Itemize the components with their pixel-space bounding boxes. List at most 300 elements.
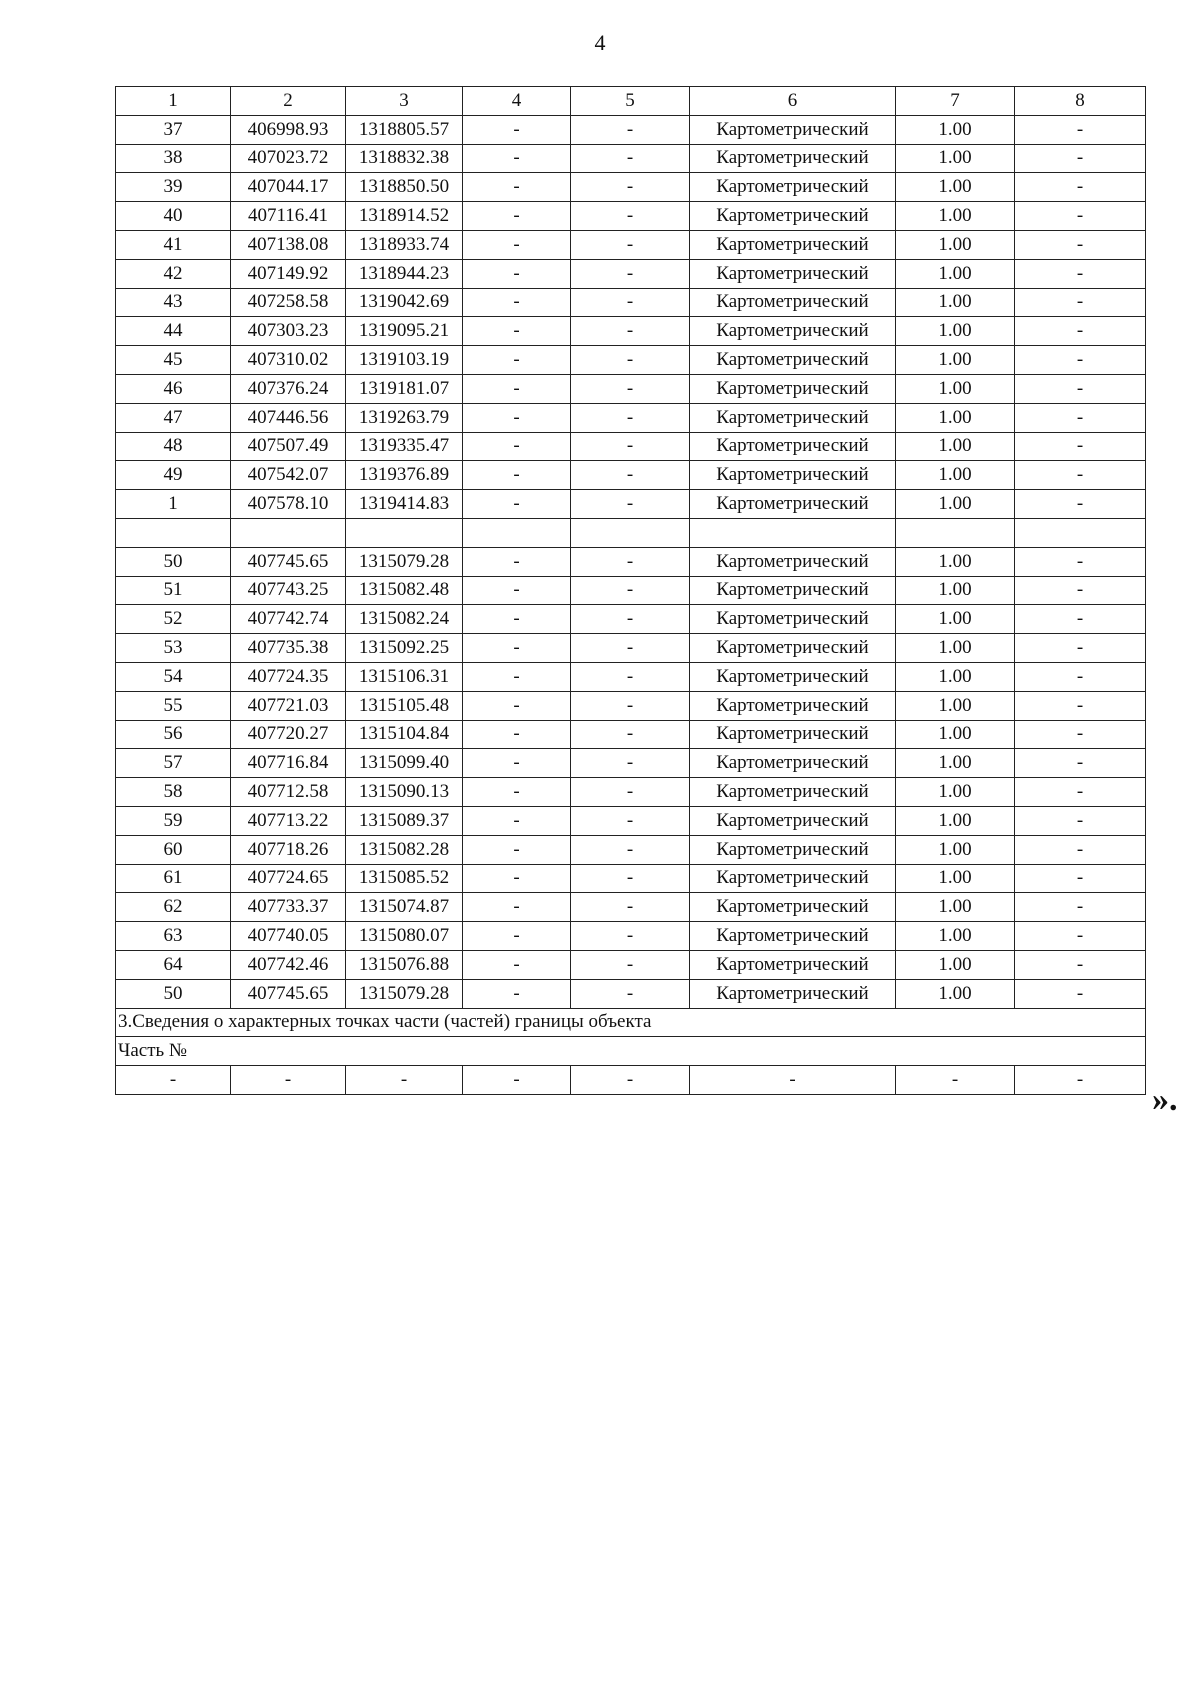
cell-col-4: - (463, 346, 571, 375)
table-row (116, 547, 1146, 576)
cell-col-4: - (463, 806, 571, 835)
cell-x-coordinate: 407724.65 (231, 864, 346, 893)
cell-method: Картометрический (690, 461, 896, 490)
cell-method: Картометрический (690, 317, 896, 346)
cell-point-number: 44 (116, 317, 231, 346)
cell-col-4: - (463, 144, 571, 173)
cell-point-number: 42 (116, 259, 231, 288)
cell-col-5: 5 (571, 87, 690, 116)
section-title-row (116, 1008, 1146, 1037)
cell-col-4: - (463, 662, 571, 691)
cell-col-4: - (463, 547, 571, 576)
cell-col-5: - (571, 893, 690, 922)
cell-accuracy: 1.00 (896, 835, 1015, 864)
cell-x-coordinate: 407742.46 (231, 950, 346, 979)
cell-accuracy: 1.00 (896, 778, 1015, 807)
table-row (116, 922, 1146, 951)
cell-col-8: - (1015, 662, 1146, 691)
table-row (116, 806, 1146, 835)
cell-y-coordinate: 1318850.50 (346, 173, 463, 202)
cell-col-4: - (463, 374, 571, 403)
cell-col-5: - (571, 662, 690, 691)
cell-method: Картометрический (690, 173, 896, 202)
cell-col-8: - (1015, 461, 1146, 490)
cell-col-5: - (571, 634, 690, 663)
cell-col-8: - (1015, 144, 1146, 173)
cell-method: Картометрический (690, 202, 896, 231)
table-row (116, 720, 1146, 749)
cell-col-4: - (463, 202, 571, 231)
cell-accuracy: 1.00 (896, 864, 1015, 893)
cell-x-coordinate: 407740.05 (231, 922, 346, 951)
cell-method: - (690, 1066, 896, 1095)
cell-y-coordinate: - (346, 1066, 463, 1095)
cell-col-5: - (571, 922, 690, 951)
table-row (116, 374, 1146, 403)
cell-x-coordinate: 407376.24 (231, 374, 346, 403)
table-row (116, 605, 1146, 634)
cell-point-number: 60 (116, 835, 231, 864)
table-row (116, 461, 1146, 490)
cell-point-number: 46 (116, 374, 231, 403)
cell-method: Картометрический (690, 259, 896, 288)
cell-y-coordinate: 1315076.88 (346, 950, 463, 979)
cell-col-8: - (1015, 778, 1146, 807)
cell-method: Картометрический (690, 547, 896, 576)
cell-method: Картометрический (690, 806, 896, 835)
cell-point-number: 64 (116, 950, 231, 979)
table-row (116, 288, 1146, 317)
cell-col-8: - (1015, 605, 1146, 634)
cell-method: Картометрический (690, 691, 896, 720)
empty-cell (231, 518, 346, 547)
cell-col-5: - (571, 403, 690, 432)
table-row (116, 778, 1146, 807)
table-row (116, 835, 1146, 864)
cell-col-8: - (1015, 806, 1146, 835)
part-number-row (116, 1037, 1146, 1066)
cell-y-coordinate: 1318805.57 (346, 115, 463, 144)
cell-method: Картометрический (690, 374, 896, 403)
empty-cell (346, 518, 463, 547)
cell-x-coordinate: 407149.92 (231, 259, 346, 288)
cell-y-coordinate: 1318944.23 (346, 259, 463, 288)
cell-method: Картометрический (690, 634, 896, 663)
cell-x-coordinate: 407718.26 (231, 835, 346, 864)
cell-point-number: 1 (116, 87, 231, 116)
cell-col-8: - (1015, 374, 1146, 403)
cell-col-5: - (571, 547, 690, 576)
cell-col-5: - (571, 144, 690, 173)
cell-y-coordinate: 1319103.19 (346, 346, 463, 375)
cell-method: Картометрический (690, 778, 896, 807)
cell-col-4: - (463, 749, 571, 778)
cell-point-number: 39 (116, 173, 231, 202)
cell-point-number: 62 (116, 893, 231, 922)
table-row (116, 950, 1146, 979)
empty-part-row (116, 1066, 1146, 1095)
cell-col-8: - (1015, 230, 1146, 259)
cell-col-8: - (1015, 634, 1146, 663)
cell-col-4: - (463, 922, 571, 951)
cell-col-8: - (1015, 403, 1146, 432)
cell-col-5: - (571, 691, 690, 720)
separator-row (116, 518, 1146, 547)
cell-x-coordinate: 407742.74 (231, 605, 346, 634)
cell-col-4: - (463, 115, 571, 144)
table-body (116, 87, 1146, 1095)
cell-x-coordinate: 407724.35 (231, 662, 346, 691)
empty-cell (896, 518, 1015, 547)
cell-col-4: - (463, 259, 571, 288)
table-row (116, 202, 1146, 231)
cell-point-number: 45 (116, 346, 231, 375)
table-row (116, 662, 1146, 691)
cell-x-coordinate: 407138.08 (231, 230, 346, 259)
cell-col-4: - (463, 720, 571, 749)
cell-col-8: 8 (1015, 87, 1146, 116)
cell-accuracy: 1.00 (896, 403, 1015, 432)
cell-col-8: - (1015, 922, 1146, 951)
cell-point-number: 54 (116, 662, 231, 691)
cell-accuracy: 1.00 (896, 691, 1015, 720)
cell-x-coordinate: 407735.38 (231, 634, 346, 663)
cell-accuracy: 1.00 (896, 202, 1015, 231)
cell-method: Картометрический (690, 893, 896, 922)
cell-accuracy: 7 (896, 87, 1015, 116)
cell-point-number: 50 (116, 979, 231, 1008)
cell-col-8: - (1015, 317, 1146, 346)
cell-accuracy: 1.00 (896, 432, 1015, 461)
cell-y-coordinate: 1318832.38 (346, 144, 463, 173)
cell-point-number: 49 (116, 461, 231, 490)
cell-y-coordinate: 1315089.37 (346, 806, 463, 835)
cell-x-coordinate: 407507.49 (231, 432, 346, 461)
cell-accuracy: 1.00 (896, 662, 1015, 691)
cell-col-8: - (1015, 749, 1146, 778)
cell-col-8: - (1015, 835, 1146, 864)
cell-y-coordinate: 1315074.87 (346, 893, 463, 922)
cell-y-coordinate: 1319263.79 (346, 403, 463, 432)
cell-col-8: - (1015, 346, 1146, 375)
cell-point-number: 51 (116, 576, 231, 605)
cell-accuracy: 1.00 (896, 979, 1015, 1008)
boundary-points-table (115, 86, 1146, 1095)
cell-col-5: - (571, 461, 690, 490)
cell-method: Картометрический (690, 403, 896, 432)
empty-cell (1015, 518, 1146, 547)
cell-col-8: - (1015, 288, 1146, 317)
cell-col-8: - (1015, 173, 1146, 202)
cell-col-5: - (571, 288, 690, 317)
cell-point-number: 55 (116, 691, 231, 720)
cell-x-coordinate: 407303.23 (231, 317, 346, 346)
table-row (116, 144, 1146, 173)
cell-method: Картометрический (690, 662, 896, 691)
cell-method: Картометрический (690, 922, 896, 951)
cell-point-number: 57 (116, 749, 231, 778)
empty-cell (463, 518, 571, 547)
cell-col-4: - (463, 864, 571, 893)
cell-col-5: - (571, 576, 690, 605)
table-row (116, 691, 1146, 720)
cell-point-number: 53 (116, 634, 231, 663)
cell-accuracy: 1.00 (896, 346, 1015, 375)
cell-col-4: - (463, 950, 571, 979)
cell-x-coordinate: 407310.02 (231, 346, 346, 375)
cell-col-5: - (571, 979, 690, 1008)
cell-x-coordinate: 407716.84 (231, 749, 346, 778)
cell-accuracy: 1.00 (896, 922, 1015, 951)
cell-y-coordinate: 1315082.48 (346, 576, 463, 605)
cell-col-4: - (463, 634, 571, 663)
table-row (116, 432, 1146, 461)
cell-x-coordinate: 407721.03 (231, 691, 346, 720)
cell-y-coordinate: 1315105.48 (346, 691, 463, 720)
table-row (116, 979, 1146, 1008)
cell-accuracy: 1.00 (896, 547, 1015, 576)
cell-accuracy: 1.00 (896, 230, 1015, 259)
cell-col-4: - (463, 835, 571, 864)
cell-x-coordinate: 407044.17 (231, 173, 346, 202)
cell-y-coordinate: 1315080.07 (346, 922, 463, 951)
cell-accuracy: 1.00 (896, 461, 1015, 490)
cell-method: Картометрический (690, 749, 896, 778)
cell-col-5: - (571, 950, 690, 979)
cell-accuracy: 1.00 (896, 173, 1015, 202)
cell-col-5: - (571, 778, 690, 807)
cell-x-coordinate: 407542.07 (231, 461, 346, 490)
cell-point-number: 59 (116, 806, 231, 835)
cell-col-5: - (571, 173, 690, 202)
cell-col-5: - (571, 490, 690, 519)
cell-col-8: - (1015, 202, 1146, 231)
cell-method: Картометрический (690, 605, 896, 634)
cell-y-coordinate: 1315082.28 (346, 835, 463, 864)
cell-y-coordinate: 1315079.28 (346, 547, 463, 576)
cell-col-4: - (463, 173, 571, 202)
cell-method: Картометрический (690, 720, 896, 749)
cell-point-number: 1 (116, 490, 231, 519)
cell-accuracy: 1.00 (896, 576, 1015, 605)
cell-col-4: - (463, 288, 571, 317)
cell-point-number: 38 (116, 144, 231, 173)
cell-accuracy: 1.00 (896, 317, 1015, 346)
empty-cell (690, 518, 896, 547)
cell-col-4: - (463, 893, 571, 922)
table-row (116, 230, 1146, 259)
table-row (116, 864, 1146, 893)
cell-point-number: 61 (116, 864, 231, 893)
cell-x-coordinate: 407023.72 (231, 144, 346, 173)
cell-y-coordinate: 1315092.25 (346, 634, 463, 663)
cell-point-number: 37 (116, 115, 231, 144)
cell-y-coordinate: 1319414.83 (346, 490, 463, 519)
cell-col-5: - (571, 317, 690, 346)
cell-col-5: - (571, 749, 690, 778)
cell-col-4: - (463, 461, 571, 490)
cell-col-5: - (571, 230, 690, 259)
cell-point-number: 58 (116, 778, 231, 807)
cell-point-number: 52 (116, 605, 231, 634)
cell-col-5: - (571, 864, 690, 893)
cell-x-coordinate: 2 (231, 87, 346, 116)
cell-col-8: - (1015, 576, 1146, 605)
cell-x-coordinate: 407745.65 (231, 547, 346, 576)
cell-method: Картометрический (690, 864, 896, 893)
cell-point-number: 50 (116, 547, 231, 576)
cell-accuracy: 1.00 (896, 490, 1015, 519)
cell-y-coordinate: 1315079.28 (346, 979, 463, 1008)
cell-point-number: 47 (116, 403, 231, 432)
cell-x-coordinate: 407720.27 (231, 720, 346, 749)
cell-y-coordinate: 1318933.74 (346, 230, 463, 259)
cell-method: Картометрический (690, 288, 896, 317)
cell-col-5: - (571, 202, 690, 231)
cell-accuracy: 1.00 (896, 605, 1015, 634)
cell-col-4: - (463, 490, 571, 519)
cell-col-5: - (571, 374, 690, 403)
cell-method: Картометрический (690, 115, 896, 144)
cell-y-coordinate: 1315085.52 (346, 864, 463, 893)
cell-col-5: - (571, 806, 690, 835)
cell-accuracy: 1.00 (896, 144, 1015, 173)
cell-accuracy: 1.00 (896, 893, 1015, 922)
cell-y-coordinate: 1315090.13 (346, 778, 463, 807)
part-number-row-text: Часть № (116, 1037, 1146, 1066)
cell-col-4: - (463, 778, 571, 807)
cell-method: 6 (690, 87, 896, 116)
cell-col-8: - (1015, 979, 1146, 1008)
cell-col-8: - (1015, 893, 1146, 922)
header-row (116, 87, 1146, 116)
cell-x-coordinate: 407733.37 (231, 893, 346, 922)
cell-col-5: - (571, 1066, 690, 1095)
table-row (116, 749, 1146, 778)
cell-x-coordinate: 407743.25 (231, 576, 346, 605)
cell-col-8: - (1015, 864, 1146, 893)
cell-x-coordinate: 407745.65 (231, 979, 346, 1008)
cell-point-number: 41 (116, 230, 231, 259)
cell-col-4: - (463, 691, 571, 720)
cell-col-5: - (571, 259, 690, 288)
cell-point-number: 43 (116, 288, 231, 317)
cell-accuracy: 1.00 (896, 806, 1015, 835)
cell-col-4: - (463, 576, 571, 605)
cell-col-4: - (463, 605, 571, 634)
cell-x-coordinate: 407713.22 (231, 806, 346, 835)
cell-y-coordinate: 1315104.84 (346, 720, 463, 749)
cell-x-coordinate: 407446.56 (231, 403, 346, 432)
cell-y-coordinate: 1315099.40 (346, 749, 463, 778)
cell-point-number: 48 (116, 432, 231, 461)
cell-accuracy: 1.00 (896, 749, 1015, 778)
cell-col-4: - (463, 403, 571, 432)
cell-method: Картометрический (690, 576, 896, 605)
cell-y-coordinate: 1315106.31 (346, 662, 463, 691)
cell-method: Картометрический (690, 432, 896, 461)
cell-method: Картометрический (690, 346, 896, 375)
cell-x-coordinate: 406998.93 (231, 115, 346, 144)
table-row (116, 893, 1146, 922)
cell-col-5: - (571, 605, 690, 634)
cell-point-number: - (116, 1066, 231, 1095)
cell-accuracy: 1.00 (896, 374, 1015, 403)
cell-point-number: 63 (116, 922, 231, 951)
cell-x-coordinate: 407712.58 (231, 778, 346, 807)
cell-method: Картометрический (690, 144, 896, 173)
cell-y-coordinate: 1319335.47 (346, 432, 463, 461)
table-row (116, 634, 1146, 663)
cell-method: Картометрический (690, 835, 896, 864)
cell-col-5: - (571, 346, 690, 375)
cell-point-number: 40 (116, 202, 231, 231)
table-row (116, 259, 1146, 288)
cell-point-number: 56 (116, 720, 231, 749)
cell-method: Картометрический (690, 979, 896, 1008)
cell-col-8: - (1015, 259, 1146, 288)
empty-cell (571, 518, 690, 547)
cell-col-4: - (463, 432, 571, 461)
cell-method: Картометрический (690, 230, 896, 259)
cell-accuracy: 1.00 (896, 720, 1015, 749)
cell-accuracy: 1.00 (896, 115, 1015, 144)
cell-col-8: - (1015, 1066, 1146, 1095)
cell-y-coordinate: 1318914.52 (346, 202, 463, 231)
cell-col-8: - (1015, 720, 1146, 749)
cell-accuracy: - (896, 1066, 1015, 1095)
table-row (116, 317, 1146, 346)
cell-col-4: - (463, 230, 571, 259)
cell-y-coordinate: 1319376.89 (346, 461, 463, 490)
table-row (116, 403, 1146, 432)
cell-col-8: - (1015, 115, 1146, 144)
cell-y-coordinate: 1319181.07 (346, 374, 463, 403)
cell-y-coordinate: 3 (346, 87, 463, 116)
cell-col-8: - (1015, 432, 1146, 461)
cell-col-8: - (1015, 950, 1146, 979)
cell-col-5: - (571, 835, 690, 864)
cell-col-5: - (571, 115, 690, 144)
cell-col-8: - (1015, 691, 1146, 720)
cell-col-5: - (571, 720, 690, 749)
cell-col-4: - (463, 1066, 571, 1095)
cell-method: Картометрический (690, 950, 896, 979)
cell-accuracy: 1.00 (896, 950, 1015, 979)
table-row (116, 173, 1146, 202)
cell-col-8: - (1015, 547, 1146, 576)
cell-accuracy: 1.00 (896, 634, 1015, 663)
cell-col-4: - (463, 979, 571, 1008)
cell-accuracy: 1.00 (896, 259, 1015, 288)
table-row (116, 346, 1146, 375)
table-row (116, 490, 1146, 519)
cell-y-coordinate: 1319042.69 (346, 288, 463, 317)
table-row (116, 115, 1146, 144)
page-number: 4 (594, 30, 606, 55)
cell-col-5: - (571, 432, 690, 461)
cell-x-coordinate: 407116.41 (231, 202, 346, 231)
closing-quote-mark: ». (1152, 1081, 1178, 1118)
cell-x-coordinate: - (231, 1066, 346, 1095)
empty-cell (116, 518, 231, 547)
cell-col-8: - (1015, 490, 1146, 519)
section-title-row-text: 3.Сведения о характерных точках части (частей) границы объекта (116, 1008, 1146, 1037)
cell-y-coordinate: 1319095.21 (346, 317, 463, 346)
cell-y-coordinate: 1315082.24 (346, 605, 463, 634)
table-row (116, 576, 1146, 605)
cell-accuracy: 1.00 (896, 288, 1015, 317)
